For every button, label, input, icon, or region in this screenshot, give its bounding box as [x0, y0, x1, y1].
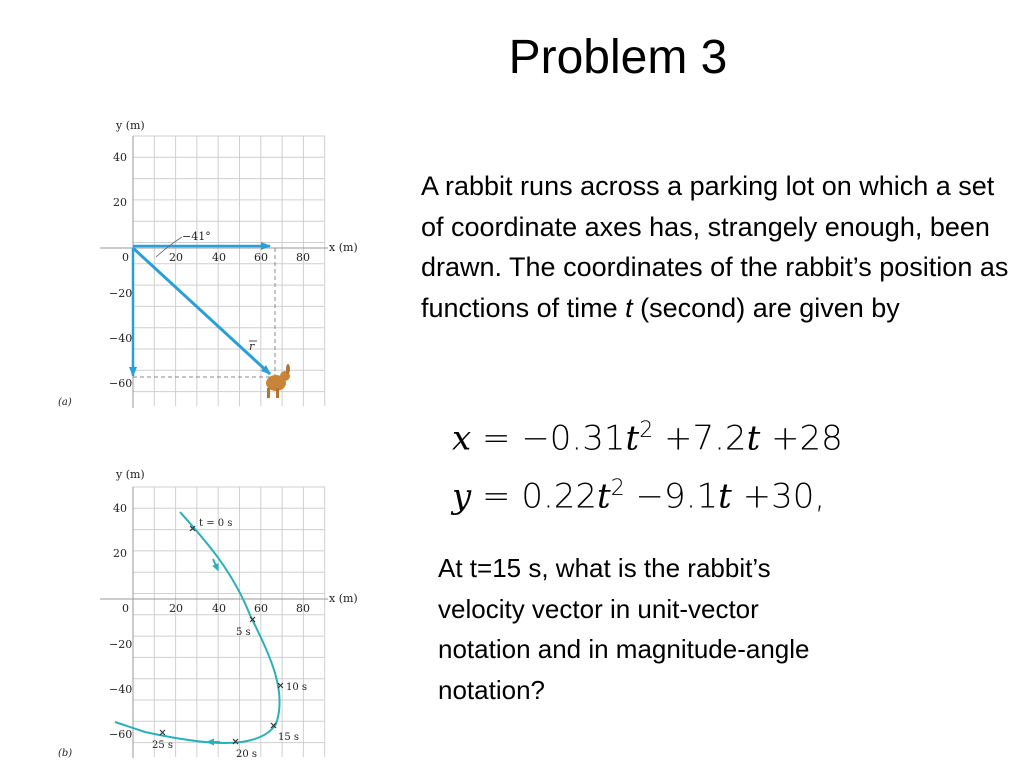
eq-x-const: +28 — [771, 418, 843, 459]
figure-a-xtick: 40 — [212, 251, 226, 264]
figure-a-xtick: 0 — [122, 251, 129, 264]
figure-a-grid — [133, 136, 325, 406]
eq-y-t: t — [597, 476, 611, 517]
figure-b-time-label: 10 s — [286, 682, 308, 693]
question-text: At t=15 s, what is the rabbit’s velocity vector in unit-vector notation and in magnitude-angle notation? — [438, 553, 810, 705]
figure-b-time-markers — [160, 526, 283, 744]
figure-b-time-label: 20 s — [236, 749, 258, 760]
eq-y-equals: = — [482, 476, 511, 517]
eq-y-coef: 0.22 — [521, 476, 598, 517]
rabbit-icon — [266, 364, 290, 398]
figure-b-ytick: 40 — [113, 502, 127, 515]
figure-b — [58, 468, 358, 760]
figure-a — [58, 119, 358, 408]
figure-b-direction-arrow — [213, 559, 217, 568]
figure-a-xtick: 60 — [254, 251, 268, 264]
figure-a-position-vector — [133, 248, 270, 374]
figure-b-xtick: 80 — [296, 602, 310, 615]
figure-b-ytick: −40 — [109, 683, 133, 696]
intro-time-variable: t — [625, 292, 633, 323]
figure-b-ytick: −20 — [109, 638, 133, 651]
figure-a-ytick: 20 — [113, 196, 127, 209]
eq-x-exp: 2 — [639, 418, 654, 443]
figure-a-xlabel: x (m) — [329, 241, 358, 254]
eq-x-linear: +7.2 — [664, 418, 747, 459]
figure-b-xlabel: x (m) — [329, 592, 358, 605]
slide-title: Problem 3 — [508, 31, 728, 84]
figure-a-ylabel: y (m) — [116, 119, 145, 132]
eq-x-coef: −0.31 — [521, 418, 626, 459]
figure-b-time-label: t = 0 s — [199, 518, 233, 529]
figure-a-angle-label: −41° — [182, 230, 211, 243]
figure-b-ytick: 20 — [113, 547, 127, 560]
eq-y-linear: −9.1 — [635, 476, 719, 517]
figure-b-panel-label: (b) — [58, 748, 73, 759]
figure-a-vector-label: r — [249, 340, 255, 353]
figure-a-ytick: 40 — [113, 151, 127, 164]
eq-x-equals: = — [482, 418, 511, 459]
eq-x-t: t — [625, 418, 640, 459]
intro-text-1: A rabbit runs across a parking lot on which a set of coordinate axes has, strangely enough, been drawn. The coordinates of the rabbit’s position as functions of time — [421, 171, 1009, 323]
eq-x-t2: t — [746, 418, 761, 459]
figure-b-time-label: 25 s — [152, 740, 174, 751]
figure-b-ylabel: y (m) — [116, 468, 145, 481]
figure-b-time-label: 15 s — [278, 732, 300, 743]
figure-a-ytick: −40 — [109, 332, 133, 345]
figure-a-xtick: 20 — [169, 251, 183, 264]
eq-y-var: y — [452, 476, 472, 517]
eq-y-exp: 2 — [610, 476, 625, 501]
figure-b-xtick: 40 — [212, 602, 226, 615]
figure-a-panel-label: (a) — [58, 397, 72, 408]
figure-b-time-label: 5 s — [236, 627, 251, 638]
eq-x-var: x — [452, 418, 472, 459]
figure-a-ytick: −60 — [109, 377, 133, 390]
figure-a-xtick: 80 — [296, 251, 310, 264]
figure-b-xtick: 0 — [122, 602, 129, 615]
eq-y-t2: t — [718, 476, 732, 517]
figure-a-ytick: −20 — [109, 287, 133, 300]
figure-b-xtick: 60 — [254, 602, 268, 615]
figure-b-ytick: −60 — [109, 728, 133, 741]
figure-b-xtick: 20 — [169, 602, 183, 615]
intro-text-2: (second) are given by — [640, 292, 900, 323]
eq-y-const: +30, — [742, 476, 826, 517]
